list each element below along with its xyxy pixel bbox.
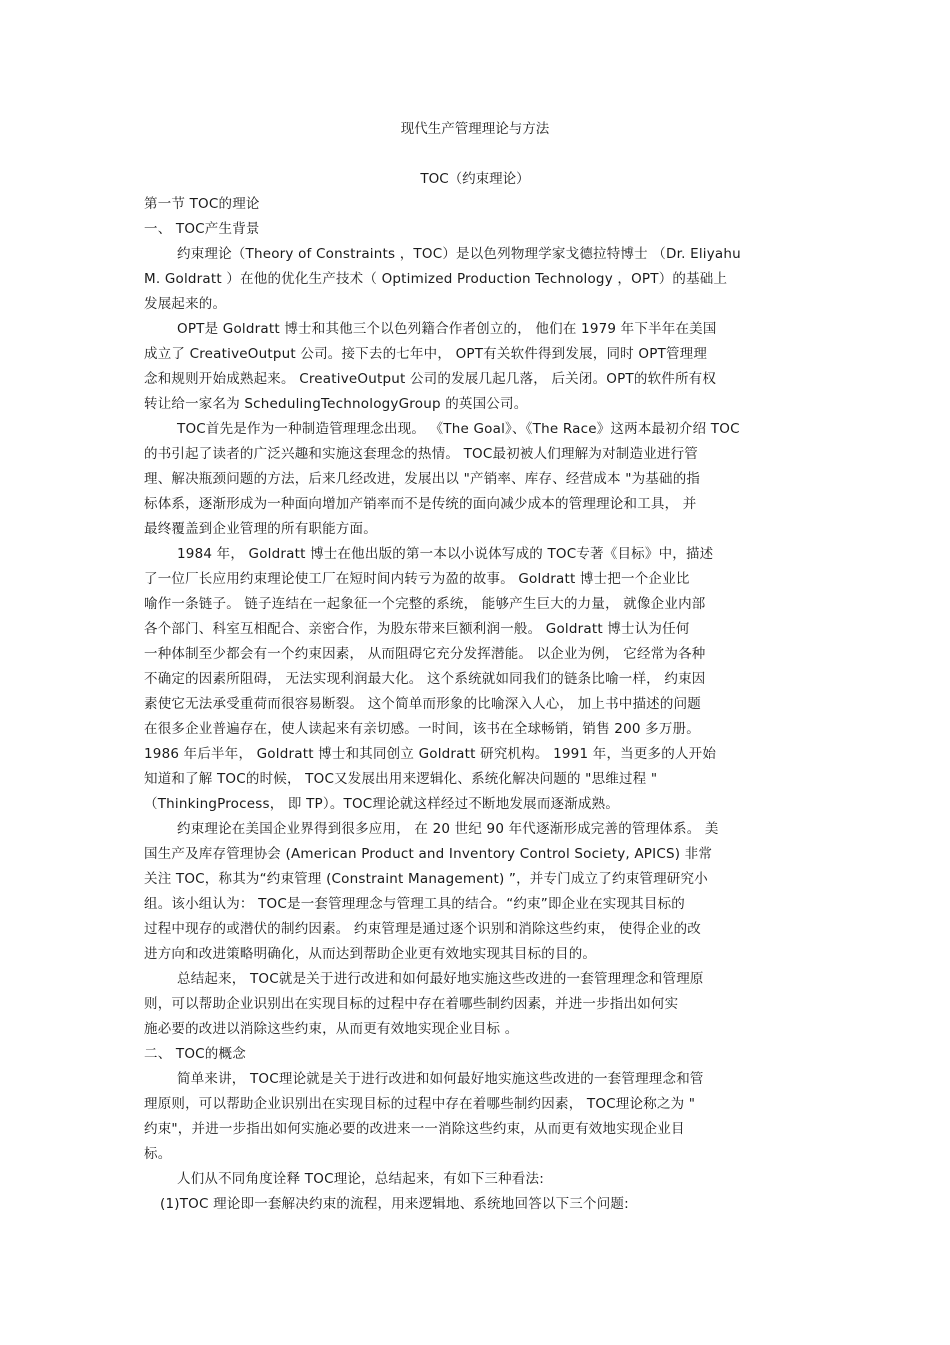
paragraph-line: 进方向和改进策略明确化，从而达到帮助企业更有效地实现其目标的目的。 xyxy=(144,946,597,962)
paragraph-line: 1986 年后半年， Goldratt 博士和其同创立 Goldratt 研究机构。 1991 年，当更多的人开始 xyxy=(144,746,717,762)
paragraph-line: OPT是 Goldratt 博士和其他三个以色列籍合作者创立的， 他们在 1979 年下半年在美国 xyxy=(177,321,717,337)
paragraph-line: 不确定的因素所阻碍， 无法实现利润最大化。 这个系统就如同我们的链条比喻一样， 约束因 xyxy=(144,671,706,687)
paragraph-line: 发展起来的。 xyxy=(144,296,227,312)
paragraph-line: 施必要的改进以消除这些约束，从而更有效地实现企业目标 。 xyxy=(144,1021,519,1037)
paragraph-line: 成立了 CreativeOutput 公司。接下去的七年中， OPT有关软件得到发展，同时 OPT管理理 xyxy=(144,346,708,362)
paragraph-line: 约束理论在美国企业界得到很多应用， 在 20 世纪 90 年代逐渐形成完善的管理体系。 美 xyxy=(177,821,719,837)
paragraph-line: 则，可以帮助企业识别出在实现目标的过程中存在着哪些制约因素，并进一步指出如何实 xyxy=(144,996,679,1012)
paragraph-line: 标。 xyxy=(144,1146,172,1162)
subsection-heading-concept: 二、 TOC的概念 xyxy=(144,1046,246,1062)
paragraph-line: 组。该小组认为： TOC是一套管理理念与管理工具的结合。“约束”即企业在实现其目标的 xyxy=(144,896,685,912)
paragraph-line: 转让给一家名为 SchedulingTechnologyGroup 的英国公司。 xyxy=(144,396,528,412)
paragraph-line: 总结起来， TOC就是关于进行改进和如何最好地实施这些改进的一套管理理念和管理原 xyxy=(177,971,704,987)
paragraph-line: 在很多企业普遍存在，使人读起来有亲切感。一时间，该书在全球畅销，销售 200 多万册。 xyxy=(144,721,700,737)
paragraph-line: 关注 TOC，称其为“约束管理 (Constraint Management) ”，并专门成立了约束管理研究小 xyxy=(144,871,708,887)
list-item: (1)TOC 理论即一套解决约束的流程，用来逻辑地、系统地回答以下三个问题: xyxy=(160,1196,629,1212)
paragraph-line: 素使它无法承受重荷而很容易断裂。 这个简单而形象的比喻深入人心， 加上书中描述的问题 xyxy=(144,696,701,712)
paragraph-line: 喻作一条链子。 链子连结在一起象征一个完整的系统， 能够产生巨大的力量， 就像企业内部 xyxy=(144,596,706,612)
paragraph-line: 约束理论（Theory of Constraints ，TOC）是以色列物理学家戈德拉特博士 （Dr. Eliyahu xyxy=(177,246,741,262)
paragraph-line: 1984 年， Goldratt 博士在他出版的第一本以小说体写成的 TOC专著《目标》中，描述 xyxy=(177,546,714,562)
document-title: 现代生产管理理论与方法 xyxy=(400,121,550,137)
paragraph-line: 人们从不同角度诠释 TOC理论，总结起来，有如下三种看法: xyxy=(177,1171,544,1187)
paragraph-line: 了一位厂长应用约束理论使工厂在短时间内转亏为盈的故事。 Goldratt 博士把一个企业比 xyxy=(144,571,690,587)
paragraph-line: 简单来讲， TOC理论就是关于进行改进和如何最好地实施这些改进的一套管理理念和管 xyxy=(177,1071,704,1087)
paragraph-line: （ThinkingProcess， 即 TP）。TOC理论就这样经过不断地发展而逐渐成熟。 xyxy=(144,796,620,812)
subsection-heading-background: 一、 TOC产生背景 xyxy=(144,221,260,237)
paragraph-line: 知道和了解 TOC的时候， TOC又发展出用来逻辑化、系统化解决问题的 "思维过程 " xyxy=(144,771,658,787)
paragraph-line: 各个部门、科室互相配合、亲密合作，为股东带来巨额利润一般。 Goldratt 博士认为任何 xyxy=(144,621,690,637)
paragraph-line: 念和规则开始成熟起来。 CreativeOutput 公司的发展几起几落， 后关闭。OPT的软件所有权 xyxy=(144,371,717,387)
paragraph-line: 过程中现存的或潜伏的制约因素。 约束管理是通过逐个识别和消除这些约束， 使得企业的改 xyxy=(144,921,701,937)
paragraph-line: 国生产及库存管理协会 (American Product and Inventory Control Society, APICS) 非常 xyxy=(144,846,713,862)
paragraph-line: 约束"，并进一步指出如何实施必要的改进来一一消除这些约束，从而更有效地实现企业目 xyxy=(144,1121,685,1137)
paragraph-line: 标体系，逐渐形成为一种面向增加产销率而不是传统的面向减少成本的管理理论和工具， 并 xyxy=(144,496,697,512)
paragraph-line: 理、解决瓶颈问题的方法，后来几经改进，发展出以 "产销率、库存、经营成本 "为基础的指 xyxy=(144,471,701,487)
section-heading: 第一节 TOC的理论 xyxy=(144,196,260,212)
document-subtitle: TOC（约束理论） xyxy=(420,171,530,187)
paragraph-line: 理原则，可以帮助企业识别出在实现目标的过程中存在着哪些制约因素， TOC理论称之为 " xyxy=(144,1096,696,1112)
paragraph-line: M. Goldratt ）在他的优化生产技术（ Optimized Production Technology ，OPT）的基础上 xyxy=(144,271,728,287)
paragraph-line: 最终覆盖到企业管理的所有职能方面。 xyxy=(144,521,377,537)
paragraph-line: 一种体制至少都会有一个约束因素， 从而阻碍它充分发挥潜能。 以企业为例， 它经常为各种 xyxy=(144,646,706,662)
paragraph-line: TOC首先是作为一种制造管理理念出现。 《The Goal》、《The Race》这两本最初介绍 TOC xyxy=(177,421,740,437)
paragraph-line: 的书引起了读者的广泛兴趣和实施这套理念的热情。 TOC最初被人们理解为对制造业进行管 xyxy=(144,446,698,462)
